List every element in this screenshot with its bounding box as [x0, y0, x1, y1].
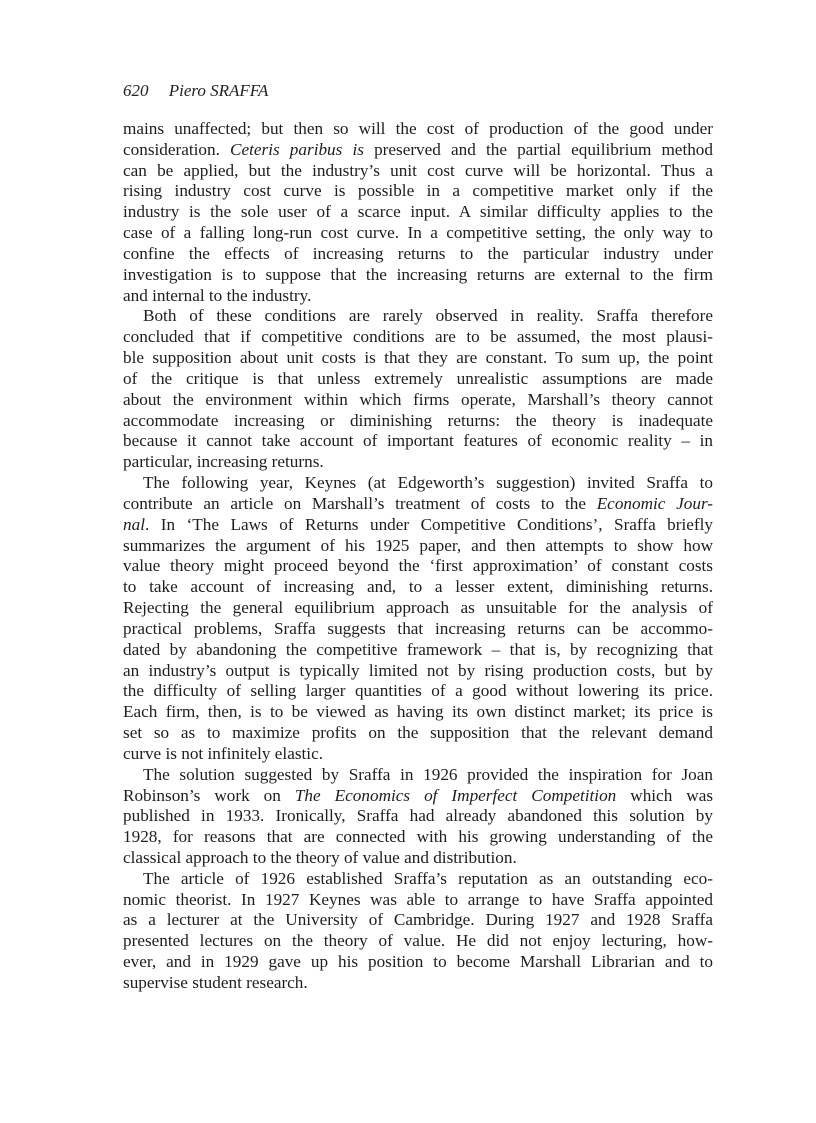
text-line: [123, 598, 713, 619]
text-segment: 1928, for reasons that are connected with his growing understanding of the: [123, 827, 713, 847]
text-segment: about the environment within which firms operate, Marshall’s theory cannot: [123, 389, 713, 409]
text-line: [123, 723, 713, 744]
text-line: [123, 744, 713, 765]
text-line: [123, 327, 713, 348]
text-segment: particular, increasing returns.: [123, 452, 324, 472]
text-line: [123, 765, 713, 786]
text-line: [123, 890, 713, 911]
text-segment: because it cannot take account of important features of economic reality – in: [123, 431, 713, 451]
text-line: [123, 452, 713, 473]
page-number: 620: [123, 81, 149, 100]
text-segment: Both of these conditions are rarely observed in reality. Sraffa therefore: [143, 306, 713, 326]
text-segment: nomic theorist. In 1927 Keynes was able to arrange to have Sraffa appointed: [123, 889, 713, 909]
text-line: [123, 223, 713, 244]
paragraph-3: [123, 473, 713, 765]
text-segment: consideration.: [123, 139, 231, 159]
text-line: [123, 910, 713, 931]
text-segment: preserved and the partial equilibrium method: [363, 139, 713, 159]
text-line: [123, 515, 713, 536]
italic-text: Economic Jour-: [596, 493, 714, 513]
text-segment: which was: [616, 785, 714, 805]
text-segment: classical approach to the theory of value and distribution.: [123, 847, 517, 867]
text-segment: contribute an article on Marshall’s treatment of costs to the: [123, 493, 597, 513]
text-line: [123, 952, 713, 973]
text-line: [123, 473, 713, 494]
text-segment: curve is not infinitely elastic.: [123, 743, 323, 763]
text-segment: the difficulty of selling larger quantities of a good without lowering its price.: [123, 681, 713, 701]
paragraph-4: [123, 765, 713, 869]
text-line: [123, 431, 713, 452]
text-line: [123, 244, 713, 265]
text-line: [123, 181, 713, 202]
italic-text: nal: [123, 514, 145, 534]
text-segment: Each firm, then, is to be viewed as having its own distinct market; its price is: [123, 702, 713, 722]
text-segment: ble supposition about unit costs is that they are constant. To sum up, the point: [123, 348, 713, 368]
text-segment: Robinson’s work on: [123, 785, 295, 805]
text-line: [123, 702, 713, 723]
text-segment: supervise student research.: [123, 972, 308, 992]
text-line: [123, 786, 713, 807]
text-line: [123, 202, 713, 223]
text-segment: can be applied, but the industry’s unit cost curve will be horizontal. Thus a: [123, 160, 713, 180]
text-segment: The article of 1926 established Sraffa’s reputation as an outstanding eco-: [143, 868, 713, 888]
text-segment: set so as to maximize profits on the supposition that the relevant demand: [123, 723, 713, 743]
text-segment: confine the effects of increasing returns to the particular industry under: [123, 243, 713, 263]
text-segment: presented lectures on the theory of value. He did not enjoy lecturing, how-: [123, 931, 713, 951]
text-line: [123, 619, 713, 640]
text-segment: Rejecting the general equilibrium approach as unsuitable for the analysis of: [123, 598, 713, 618]
text-line: [123, 806, 713, 827]
text-segment: The solution suggested by Sraffa in 1926 provided the inspiration for Joan: [143, 764, 713, 784]
text-segment: value theory might proceed beyond the ‘first approximation’ of constant costs: [123, 556, 713, 576]
book-page: [123, 80, 713, 994]
text-line: [123, 119, 713, 140]
text-segment: case of a falling long-run cost curve. In a competitive setting, the only way to: [123, 223, 713, 243]
text-line: [123, 411, 713, 432]
body-text: [123, 119, 713, 994]
text-segment: summarizes the argument of his 1925 paper, and then attempts to show how: [123, 535, 713, 555]
italic-text: The Economics of Imperfect Competition: [294, 785, 617, 805]
text-segment: accommodate increasing or diminishing returns: the theory is inadequate: [123, 410, 713, 430]
text-segment: mains unaffected; but then so will the cost of production of the good under: [123, 119, 713, 138]
text-segment: industry is the sole user of a scarce input. A similar difficulty applies to the: [123, 202, 713, 222]
text-segment: and internal to the industry.: [123, 285, 312, 305]
text-segment: investigation is to suppose that the increasing returns are external to the firm: [123, 264, 713, 284]
text-segment: ever, and in 1929 gave up his position to become Marshall Librarian and to: [123, 952, 713, 972]
text-line: [123, 827, 713, 848]
text-line: [123, 848, 713, 869]
text-line: [123, 306, 713, 327]
text-segment: The following year, Keynes (at Edgeworth’s suggestion) invited Sraffa to: [143, 473, 713, 493]
text-line: [123, 661, 713, 682]
text-line: [123, 390, 713, 411]
text-segment: an industry’s output is typically limited not by rising production costs, but by: [123, 660, 713, 680]
text-segment: as a lecturer at the University of Cambridge. During 1927 and 1928 Sraffa: [123, 910, 713, 930]
text-segment: dated by abandoning the competitive framework – that is, by recognizing that: [123, 639, 713, 659]
text-segment: rising industry cost curve is possible in a competitive market only if the: [123, 181, 713, 201]
text-line: [123, 931, 713, 952]
text-line: [123, 536, 713, 557]
text-line: [123, 265, 713, 286]
text-line: [123, 869, 713, 890]
text-segment: of the critique is that unless extremely unrealistic assumptions are made: [123, 368, 713, 388]
text-segment: concluded that if competitive conditions are to be assumed, the most plausi-: [123, 327, 713, 347]
paragraph-1: [123, 119, 713, 306]
italic-text: Ceteris paribus is: [230, 139, 364, 159]
text-line: [123, 286, 713, 307]
text-line: [123, 640, 713, 661]
text-segment: published in 1933. Ironically, Sraffa had already abandoned this solution by: [123, 806, 713, 826]
text-segment: to take account of increasing and, to a lesser extent, diminishing returns.: [123, 577, 713, 597]
text-line: [123, 556, 713, 577]
text-segment: practical problems, Sraffa suggests that increasing returns can be accommo-: [123, 618, 713, 638]
text-line: [123, 494, 713, 515]
text-line: [123, 577, 713, 598]
text-line: [123, 348, 713, 369]
running-head: [123, 80, 713, 102]
running-head-title: Piero SRAFFA: [168, 81, 269, 100]
text-line: [123, 140, 713, 161]
paragraph-2: [123, 306, 713, 473]
text-segment: . In ‘The Laws of Returns under Competitive Conditions’, Sraffa briefly: [144, 514, 713, 534]
text-line: [123, 973, 713, 994]
paragraph-5: [123, 869, 713, 994]
text-line: [123, 681, 713, 702]
text-line: [123, 161, 713, 182]
text-line: [123, 369, 713, 390]
